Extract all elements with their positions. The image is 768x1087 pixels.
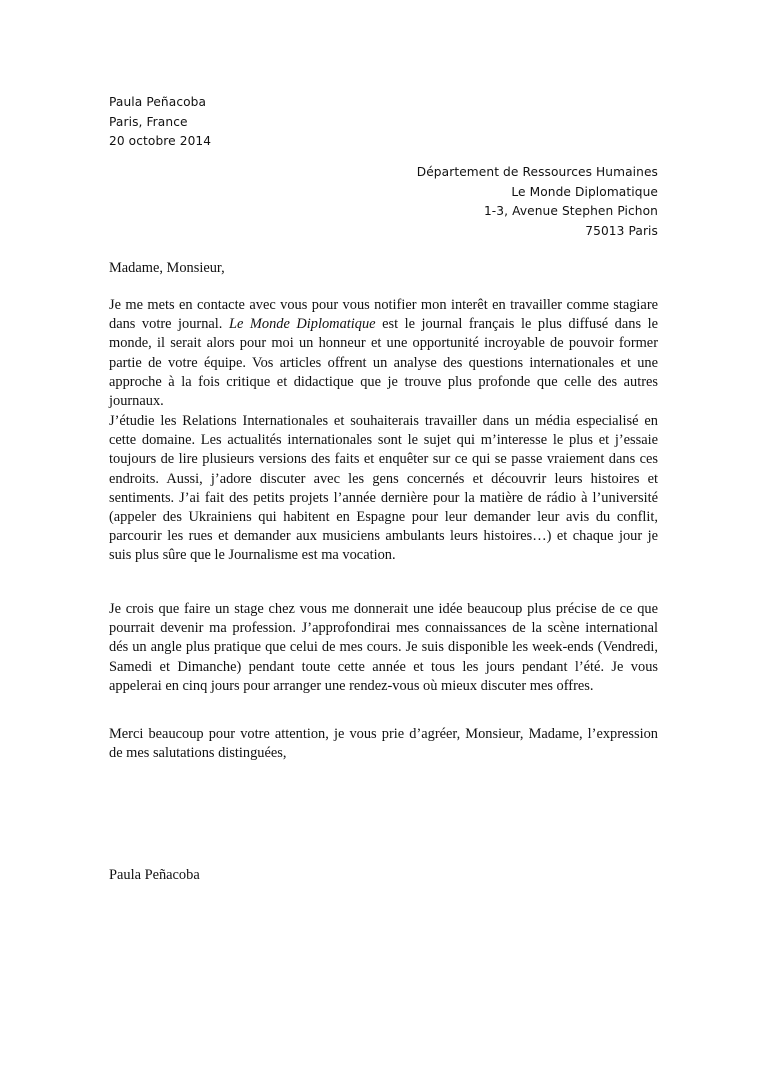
sender-city: Paris, France [109, 114, 188, 129]
paragraph-intro-start: Je me mets en contacte avec vous pour vous notifier mon interêt en travailler comme stagiare dans votre journal. [109, 297, 658, 333]
greeting: Madame, Monsieur, [109, 260, 225, 276]
recipient-postal: 75013 Paris [585, 223, 658, 238]
letter-date: 20 octobre 2014 [109, 134, 212, 148]
recipient-organization: Le Monde Diplomatique [511, 184, 658, 199]
recipient-block [417, 163, 658, 241]
paragraph-intro-end: est le journal français le plus diffusé dans le monde, il serait alors pour moi un honneur et une opportunité incroyable de pouvoir former partie de votre équipe. Vos articles offrent un analyse des questions internationales et une approche à la fois critique et didactique que je trouve plus profonde que celle des autres journaux. [109, 316, 658, 410]
sender-name: Paula Peñacoba [109, 95, 207, 109]
newspaper-title: Le Monde Diplomatique [228, 316, 376, 333]
recipient-department: Département de Ressources Humaines [416, 165, 658, 179]
paragraph-intro [109, 296, 658, 411]
signature: Paula Peñacoba [109, 867, 200, 883]
paragraph-closing: Merci beaucoup pour votre attention, je vous prie d’agréer, Monsieur, Madame, l’expression de mes salutations distinguées, [109, 726, 658, 762]
recipient-street: 1-3, Avenue Stephen Pichon [483, 204, 658, 218]
sender-block [109, 93, 211, 152]
paragraph-availability: Je crois que faire un stage chez vous me donnerait une idée beaucoup plus précise de ce que pourrait devenir ma profession. J’approfondirai mes connaissances de la scène international dés un angle plus pratique que celui de mes cours. Je suis disponible les week-ends (Vendredi, Samedi et Dimanche) pendant toute cette année et tous les jours pendant l’été. Je vous appelerai en cinq jours pour arranger une rendez-vous où mieux discuter mes offres. [109, 601, 658, 694]
paragraph-studies: J’étudie les Relations Internationales et souhaiterais travailler dans un média especialisé en cette domaine. Les actualités internationales sont le sujet qui m’interesse le plus et j’essaie toujours de lire plusieurs versions des faits et enquêter sur ce qui se passe vraiement dans ces endroits. Aussi, j’adore discuter avec les gens concernés et découvrir leurs histoires et sentiments. J’ai fait des petits projets l’année dernière pour la matière de rádio à l’université (appeler des Ukrainiens qui habitent en Espagne pour leur demander leur avis du conflit, parcourir les rues et demander aux musiciens ambulants leurs histoires…) et chaque jour je suis plus sûre que le Journalisme est ma vocation. [109, 413, 658, 564]
